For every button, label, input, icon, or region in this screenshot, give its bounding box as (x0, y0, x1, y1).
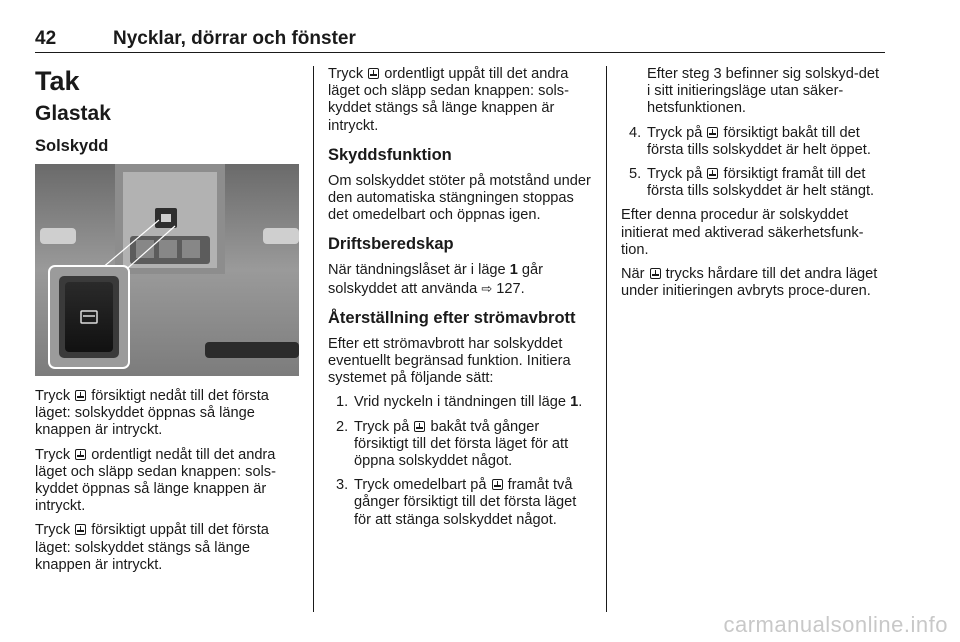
topic-heading: Skyddsfunktion (328, 145, 452, 164)
paragraph: Efter denna procedur är solskyddet initierat med aktiverad säkerhetsfunk-tion. (621, 207, 864, 258)
list-item: 1. Vrid nyckeln i tändningen till läge 1. (336, 394, 583, 411)
steps-list (621, 125, 886, 201)
sunshade-switch-photo (35, 164, 299, 376)
paragraph: Om solskyddet stöter på motstånd under den automatiska stängningen stoppas det omedelbart och öppnas igen. (328, 172, 591, 224)
page-header (35, 26, 885, 53)
paragraph: Tryck försiktigt nedåt till det första läget: solskyddet öppnas så länge knappen är intryckt. (35, 388, 269, 439)
topic-heading: Solskydd (35, 137, 109, 155)
page-number: 42 (35, 28, 57, 49)
column-1 (35, 66, 299, 581)
sunshade-button-icon (707, 127, 718, 138)
paragraph: Tryck ordentligt nedåt till det andra läget och släpp sedan knappen: sols-kyddet öppnas så länge knappen är intryckt. (35, 446, 276, 515)
sunshade-button-icon (707, 168, 718, 179)
list-item: 2. Tryck på bakåt två gånger försiktigt till det första läget för att öppna solskyddet något. (336, 418, 569, 470)
paragraph: Tryck ordentligt uppåt till det andra läget och släpp sedan knappen: sols-kyddet stängs så länge knappen är intryckt. (328, 66, 569, 134)
column-divider-right (606, 66, 607, 612)
sunshade-button-icon (492, 479, 503, 490)
list-item: 3. Tryck omedelbart på framåt två gånger försiktigt till det första läget för att stänga solskyddet något. (336, 477, 577, 528)
topic-heading: Driftsberedskap (328, 235, 454, 254)
sunshade-button-icon (650, 268, 661, 279)
topic-heading: Återställning efter strömavbrott (328, 308, 576, 327)
page-reference-link[interactable]: 127. (492, 280, 525, 297)
section-heading: Tak (35, 66, 80, 96)
paragraph: Tryck försiktigt uppåt till det första läget: solskyddet stängs så länge knappen är intryckt. (35, 522, 269, 573)
sunshade-button-icon (75, 524, 86, 535)
sunshade-button-icon (414, 421, 425, 432)
paragraph: När tändningslåset är i läge 1 går solskyddet att använda ⇨ 127. (328, 262, 543, 297)
list-item: 5. Tryck på försiktigt framåt till det första tills solskyddet är helt stängt. (629, 166, 875, 200)
list-item: 4. Tryck på försiktigt bakåt till det första tills solskyddet är helt öppet. (629, 124, 871, 158)
sunshade-switch-illustration (35, 164, 299, 376)
page-reference-arrow-icon: ⇨ (481, 280, 493, 296)
sunshade-button-icon (75, 449, 86, 460)
paragraph: Efter ett strömavbrott har solskyddet eventuellt begränsad funktion. Initiera systemet på följande sätt: (328, 335, 571, 387)
step-note: Efter steg 3 befinner sig solskyd-det i sitt initieringsläge utan säker-hetsfunktionen. (647, 66, 879, 117)
sunshade-button-icon (368, 68, 379, 79)
steps-list (328, 394, 593, 528)
column-2 (328, 66, 593, 536)
subsection-heading: Glastak (35, 102, 111, 125)
paragraph: När trycks hårdare till det andra läget under initieringen avbryts proce-duren. (621, 266, 878, 300)
sunshade-button-icon (75, 390, 86, 401)
column-3 (621, 66, 886, 307)
chapter-title: Nycklar, dörrar och fönster (113, 28, 356, 49)
column-divider-left (313, 66, 314, 612)
watermark: carmanualsonline.info (723, 612, 948, 637)
